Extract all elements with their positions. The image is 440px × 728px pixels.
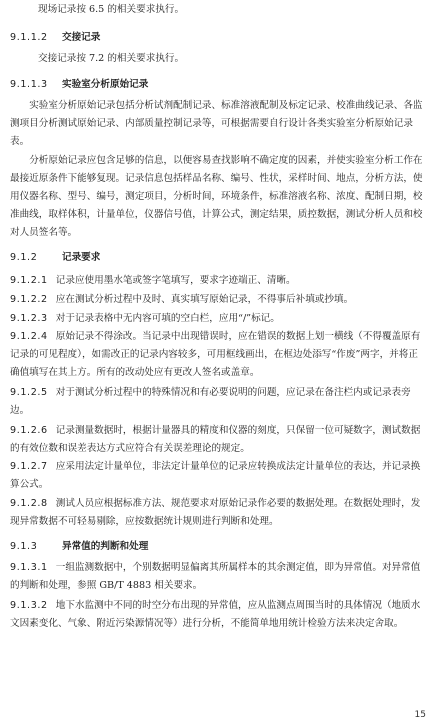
page-number: 15 (414, 710, 426, 720)
clause-item (10, 458, 426, 494)
clause-item (10, 559, 426, 595)
section-number: 9.1.1.2 (10, 32, 48, 43)
clause-number: 9.1.2.8 (10, 498, 48, 509)
clause-number: 9.1.2.4 (10, 331, 48, 342)
clause-item (10, 291, 426, 309)
paragraph: 实验室分析原始记录包括分析试剂配制记录、标准溶液配制及标定记录、校准曲线记录、各监测项目分析测试原始记录、内部质量控制记录等，可根据需要自行设计各类实验室分析原始记录表。 (10, 100, 423, 147)
section-title: 异常值的判断和处理 (62, 541, 149, 552)
section-heading-9-1-1-3 (10, 76, 148, 94)
clause-item (10, 272, 426, 290)
clause-item (10, 422, 426, 458)
section-title: 交接记录 (62, 32, 101, 43)
clause-text: 应采用法定计量单位，非法定计量单位的记录应转换成法定计量单位的表达，并记录换算公式。 (10, 461, 421, 490)
continued-text: 现场记录按 6.5 的相关要求执行。 (38, 4, 185, 15)
section-number: 9.1.3 (10, 541, 38, 552)
clause-number: 9.1.2.6 (10, 425, 48, 436)
section-body: 交接记录按 7.2 的相关要求执行。 (38, 53, 185, 64)
clause-text: 原始记录不得涂改。当记录中出现错误时，应在错误的数据上划一横线（不得覆盖原有记录的可见程度），如需改正的记录内容较多，可用框线画出，在框边处添写“作废”两字，并将正确值填写在其上方。所有的改动处应有更改人签名或盖章。 (10, 331, 421, 378)
clause-text: 对于测试分析过程中的特殊情况和有必要说明的问题，应记录在备注栏内或记录表旁边。 (10, 387, 411, 416)
clause-item (10, 328, 426, 382)
clause-item (10, 597, 426, 633)
clause-item (10, 384, 426, 420)
clause-number: 9.1.3.1 (10, 562, 48, 573)
clause-number: 9.1.2.2 (10, 294, 48, 305)
section-number: 9.1.2 (10, 252, 38, 263)
clause-number: 9.1.2.5 (10, 387, 48, 398)
clause-text: 测试人员应根据标准方法、规范要求对原始记录作必要的数据处理。在数据处理时，发现异常数据不可轻易剔除，应按数据统计规则进行判断和处理。 (10, 498, 421, 527)
section-heading-9-1-3 (10, 538, 148, 556)
section-title: 记录要求 (62, 252, 101, 263)
paragraph: 分析原始记录应包含足够的信息，以便容易查找影响不确定度的因素，并使实验室分析工作在最接近原条件下能够复现。记录信息包括样品名称、编号、性状，采样时间、地点，分析方法，使用仪器名称、型号、编号，测定项目，分析时间，环境条件，标准溶液名称、浓度、配制日期，校准曲线，取样体积，计量单位，仪器信号值，计算公式，测定结果，质控数据，测试分析人员和校对人员签名等。 (10, 155, 423, 238)
clause-number: 9.1.2.1 (10, 275, 48, 286)
clause-text: 地下水监测中不同的时空分布出现的异常值，应从监测点周围当时的具体情况（地质水文因素变化、气象、附近污染源情况等）进行分析，不能简单地用统计检验方法来决定舍取。 (10, 600, 421, 629)
clause-item (10, 310, 426, 328)
clause-number: 9.1.2.3 (10, 313, 48, 324)
section-number: 9.1.1.3 (10, 79, 48, 90)
clause-text: 对于记录表格中无内容可填的空白栏，应用“/”标记。 (55, 313, 280, 324)
clause-item (10, 495, 426, 531)
clause-text: 应在测试分析过程中及时、真实填写原始记录，不得事后补填或抄填。 (55, 294, 354, 305)
clause-text: 记录测量数据时，根据计量器具的精度和仪器的刻度，只保留一位可疑数字，测试数据的有效位数和误差表达方式应符合有关误差理论的规定。 (10, 425, 421, 454)
clause-text: 记录应使用墨水笔或签字笔填写，要求字迹端正、清晰。 (55, 275, 296, 286)
section-heading-9-1-2 (10, 249, 100, 267)
clause-number: 9.1.3.2 (10, 600, 48, 611)
clause-number: 9.1.2.7 (10, 461, 48, 472)
clause-text: 一组监测数据中，个别数据明显偏离其所属样本的其余测定值，即为异常值。对异常值的判断和处理，参照 GB/T 4883 相关要求。 (10, 562, 421, 591)
section-heading-9-1-1-2 (10, 29, 100, 47)
section-title: 实验室分析原始记录 (62, 79, 149, 90)
